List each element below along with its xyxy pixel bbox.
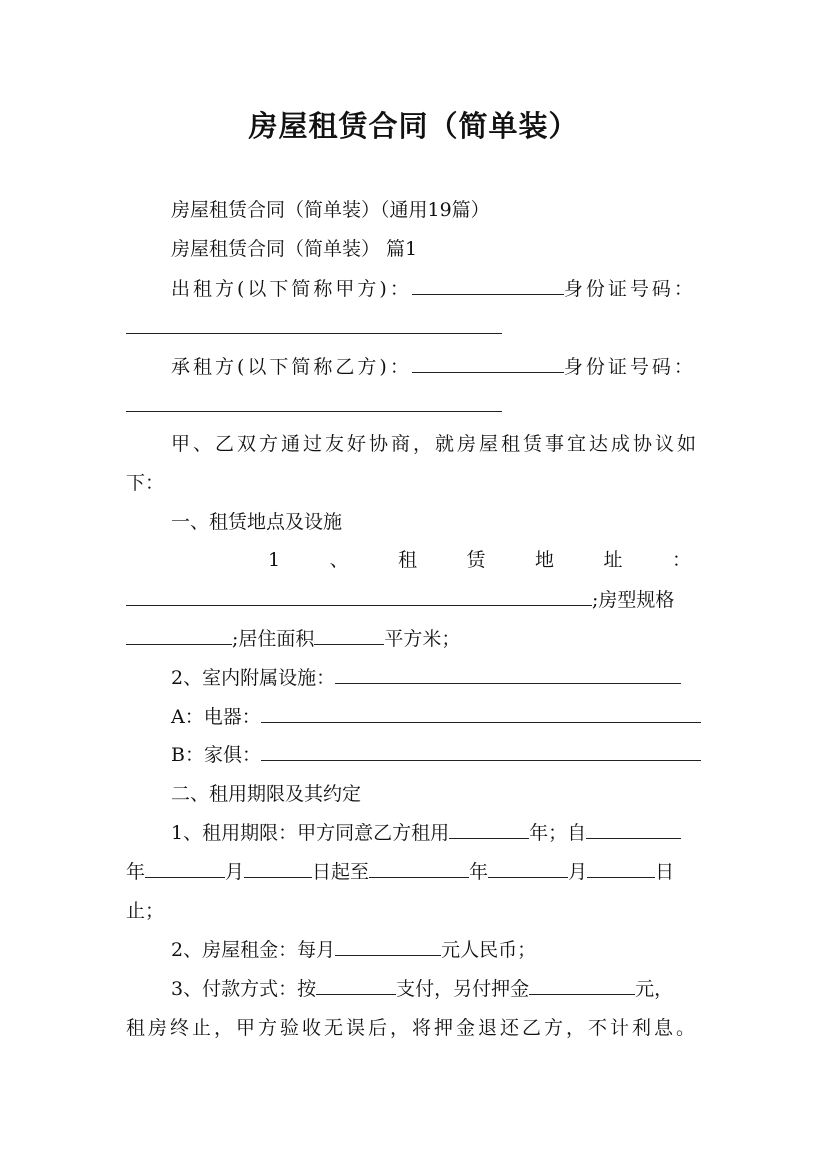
deposit-return-line [126,1014,703,1042]
end-month-blank [488,858,568,878]
lessor-name-blank [412,275,564,295]
section-1-text: 一、租赁地点及设施 [171,511,343,533]
address-char: 地 [535,549,555,571]
rent-blank [335,936,441,956]
section-2-heading [126,780,703,808]
start-day-blank [244,858,312,878]
lessee-id-label: 身份证号码： [563,356,696,378]
deposit-unit: 元， [635,978,674,1000]
rent-line [126,936,703,964]
appliances-label: A：电器： [171,706,261,728]
facilities-blank [335,664,681,684]
date-range-line [126,858,703,886]
start-year-label: 年 [126,861,146,883]
subtitle-line [126,196,703,224]
end-day-blank [587,858,655,878]
term-from-label: 年；自 [529,822,587,844]
area-unit: 平方米； [384,628,461,650]
address-char: 赁 [466,549,486,571]
rent-unit: 元人民币； [441,939,537,961]
payment-method-blank [316,975,396,995]
term-years-blank [449,819,529,839]
date-end-text: 止； [126,900,165,922]
lessor-id-line [126,314,703,342]
appliances-line [126,703,703,731]
furniture-label: B：家俱： [171,744,261,766]
section-1-heading [126,508,703,536]
facilities-label: 2、室内附属设施： [171,667,336,689]
address-char: 1 [268,549,281,571]
start-month-label: 月 [225,861,245,883]
address-blank-line [126,586,703,614]
intro-line-1 [126,430,703,458]
lessee-name-blank [412,353,564,373]
start-year-blank [586,819,681,839]
area-blank [314,625,384,645]
section-2-text: 二、租用期限及其约定 [171,783,362,805]
document-title: 房屋租赁合同（简单装） [248,109,579,143]
lessee-id-line [126,392,703,420]
date-end-line [126,897,703,925]
deposit-return-text: 租房终止，甲方验收无误后，将押金退还乙方，不计利息。 [126,1017,699,1039]
payment-label: 3、付款方式：按 [171,978,317,1000]
end-month-label: 月 [568,861,588,883]
appliances-blank [261,703,701,723]
end-year-blank [369,858,469,878]
lessor-id-blank [126,314,502,334]
area-label: ;居住面积 [232,628,315,650]
address-blank [126,586,592,606]
lessee-id-blank [126,392,502,412]
lessor-id-label: 身份证号码： [563,278,696,300]
start-day-label: 日起至 [312,861,370,883]
lessor-label: 出租方(以下简称甲方)： [171,278,412,300]
start-month-blank [145,858,225,878]
house-type-label: ;房型规格 [592,589,675,611]
furniture-blank [261,741,701,761]
term-line [126,819,703,847]
intro-line-2 [126,469,703,497]
intro-text-1: 甲、乙双方通过友好协商，就房屋租赁事宜达成协议如 [171,433,700,455]
intro-text-2: 下： [126,472,165,494]
furniture-line [126,741,703,769]
area-line [126,625,703,653]
facilities-line [126,664,703,692]
lessee-label: 承租方(以下简称乙方)： [171,356,412,378]
term-label: 1、租用期限：甲方同意乙方租用 [171,822,450,844]
address-char: 租 [398,549,418,571]
payment-line [126,975,703,1003]
chapter-line [126,235,703,263]
lessee-line [126,353,703,381]
house-type-blank [126,625,232,645]
address-line [126,546,703,574]
address-char: 、 [329,549,349,571]
address-char: ： [671,549,691,571]
end-year-label: 年 [469,861,489,883]
chapter-text: 房屋租赁合同（简单装） 篇1 [171,238,418,260]
deposit-blank [529,975,635,995]
deposit-label: 支付，另付押金 [396,978,530,1000]
end-day-label: 日 [655,861,675,883]
rent-label: 2、房屋租金：每月 [171,939,336,961]
lessor-line [126,275,703,303]
address-char: 址 [603,549,623,571]
subtitle-text: 房屋租赁合同（简单装）（通用19篇） [171,199,490,221]
